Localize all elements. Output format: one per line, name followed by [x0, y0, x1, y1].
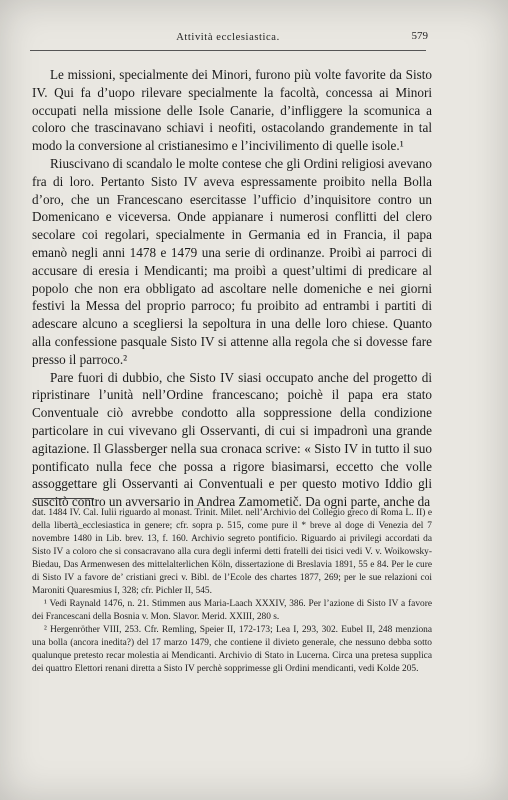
main-text: [32, 66, 432, 511]
footnote: ² Hergenröther VIII, 253. Cfr. Remling, Speier II, 172-173; Lea I, 293, 302. Eubel II, 248 menziona una bolla (ancora inedita?) del 17 marzo 1479, che contiene il divieto generale, che nessuno debba sotto qualunque pretesto recar molestia ai Mendicanti. Archivio di Stato in Lucerna. Circa una pretesa supplica dei quattro Elettori renani diretta a Sisto IV perchè sopprimesse gli Ordini mendicanti, vedi Kolde 205.: [32, 625, 432, 674]
page-header: [30, 28, 426, 51]
running-head: Attività ecclesiastica.: [176, 32, 280, 43]
footnote: dat. 1484 IV. Cal. Iulii riguardo al monast. Trinit. Milet. nell’Archivio del Collegio greco di Roma L. II) e della libertà_ecclesiastica in genere; cfr. sopra p. 515, come pure il * breve al doge di Venezia del 7 novembre 1480 in Lib. brev. 13, f. 160. Archivio segreto pontificio. Riguardo ai privilegi accordati da Sisto IV a coloro che si consacravano alla cura degli infermi detti fratelli dei tisici vedi V. v. Woikowsky-Biedau, Das Armenwesen des mittelalterlichen Köln, dissertazione di Breslavia 1891, 55 e 84. Per le cure di Sisto IV a favore de’ cristiani greci v. Bibl. de l’Ecole des chartes 1877, 269; per le sue relazioni coi Maroniti Quaresmius I, 328; cfr. Pichler II, 545.: [32, 508, 432, 596]
page-number: 579: [411, 30, 428, 42]
paragraph: Riuscivano di scandalo le molte contese che gli Ordini religiosi avevano fra di loro. Pertanto Sisto IV aveva espressamente proibito nella Bolla d’oro, che un Francescano esercitasse l’ufficio d’inquisitore contro un Domenicano e viceversa. Onde appianare i numerosi conflitti del clero secolare coi regolari, specialmente in Germania ed in Francia, il papa emanò negli anni 1478 e 1479 una serie di ordinanze. Proibì ai parroci di accusare di eresia i Mendicanti; ma proibì a quest’ultimi di predicare al popolo che non era obbligato ad ascoltare nelle domeniche e nei giorni festivi la Messa del proprio parroco; fu proibito ad entrambi i partiti di adescare alcuno a scegliersi la sepoltura in una delle loro chiese. Quanto alla confessione pasquale Sisto IV si attenne alla regola che si dovesse fare presso il parroco.²: [32, 155, 432, 367]
paragraph: Le missioni, specialmente dei Minori, furono più volte favorite da Sisto IV. Qui fa d’uopo rilevare specialmente la facoltà, concessa ai Minori occupati nella missione delle Isole Canarie, d’infliggere la scomunica a coloro che trascinavano schiavi i neofiti, ostacolando grandemente in tal modo la conversione al cristianesimo e l’incivilimento di quelle isole.¹: [32, 67, 432, 154]
footnote: ¹ Vedi Raynald 1476, n. 21. Stimmen aus Maria-Laach XXXIV, 386. Per l’azione di Sisto IV a favore dei Francescani della Bosnia v. Mon. Slavor. Merid. XXIII, 280 s.: [32, 599, 432, 622]
footnotes: [32, 507, 432, 676]
paragraph: Pare fuori di dubbio, che Sisto IV siasi occupato anche del progetto di ripristinare l’unità nell’Ordine francescano; poichè il papa era stato Conventuale ciò avrebbe condotto alla soppressione della condizione particolare in cui vivevano gli Osservanti, di cui si impadronì una grande agitazione. Il Glassberger nella sua cronaca scrive: « Sisto IV in tutto il suo pontificato nulla fece che possa a rigore biasimarsi, eccetto che volle assoggettare gli Osservanti ai Conventuali e per questo motivo Iddio gli suscitò contro un avversario in Andrea Zamometič. Da ogni parte, anche da: [32, 369, 432, 510]
footnote-divider: [34, 498, 94, 499]
